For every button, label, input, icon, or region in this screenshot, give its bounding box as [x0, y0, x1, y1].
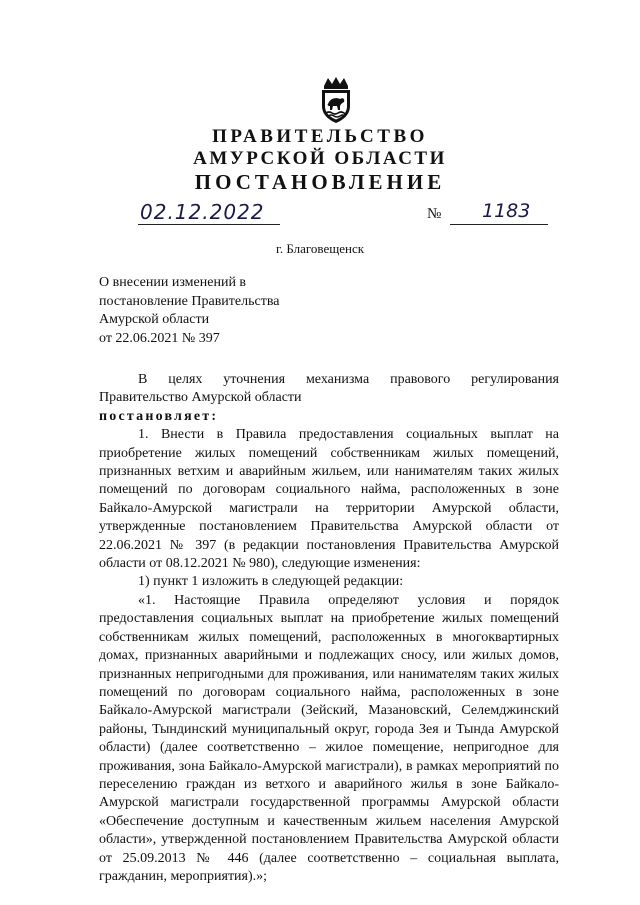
- number-sign: №: [427, 206, 442, 222]
- resolves-line: [99, 408, 559, 426]
- resolves-word: постановляет:: [99, 408, 219, 424]
- document-body: [99, 371, 559, 886]
- quoted-rule-paragraph: «1. Настоящие Правила определяют условия и порядок предоставления социальных выплат на приобретение жилых помещений собственникам жилых помещений, расположенных в многоквартирных домах, признанных аварийными и подлежащих сносу, или жилых домов, признанных непригодными для проживания, или нанимателям таких жилых помещений по договорам социального найма, расположенных в зоне Байкало-Амурской магистрали (Зейский, Мазановский, Селемджинский районы, Тындинский муниципальный округ, города Зея и Тында Амурской области) (далее соответственно – жилое помещение, непригодное для проживания, зона Байкало-Амурской магистрали), в рамках мероприятий по переселению граждан из ветхого и аварийного жилья в зоне Байкало-Амурской магистрали государственной программы Амурской области «Обеспечение доступным и качественным жильем населения Амурской области», утвержденной постановлением Правительства Амурской области от 25.09.2013 № 446 (далее соответственно – социальная выплата, гражданин, мероприятия).»;: [99, 592, 559, 884]
- subject-line: О внесении изменений в: [99, 275, 247, 290]
- number-underline: [450, 224, 548, 225]
- handwritten-date: 02.12.2022: [140, 200, 265, 224]
- subject-line: постановление Правительства: [99, 293, 280, 309]
- item-1-paragraph: 1. Внести в Правила предоставления социальных выплат на приобретение жилых помещений собственникам жилых помещений, признанных ветхим и аварийным жильем, или нанимателям таких жилых помещений по договорам социального найма, расположенных в зоне Байкало-Амурской магистрали на территории Амурской области, утвержденные постановлением Правительства Амурской области от 22.06.2021 № 397 (в редакции постановления Правительства Амурской области от 08.12.2021 № 980), следующие изменения:: [99, 427, 559, 572]
- government-title: ПРАВИТЕЛЬСТВО: [212, 126, 428, 147]
- intro-paragraph: В целях уточнения механизма правового регулирования Правительство Амурской области: [99, 372, 559, 406]
- coat-of-arms-icon: [316, 76, 356, 124]
- document-type-title: ПОСТАНОВЛЕНИЕ: [194, 170, 446, 194]
- region-title: АМУРСКОЙ ОБЛАСТИ: [193, 148, 447, 169]
- subject-line: от 22.06.2021 № 397: [99, 331, 220, 347]
- city-line: г. Благовещенск: [275, 241, 365, 256]
- date-underline: [138, 224, 280, 225]
- subitem-1-paragraph: 1) пункт 1 изложить в следующей редакции:: [138, 574, 404, 590]
- document-subject: [99, 274, 279, 349]
- subject-line: Амурской области: [99, 312, 210, 328]
- handwritten-number: 1183: [482, 200, 531, 222]
